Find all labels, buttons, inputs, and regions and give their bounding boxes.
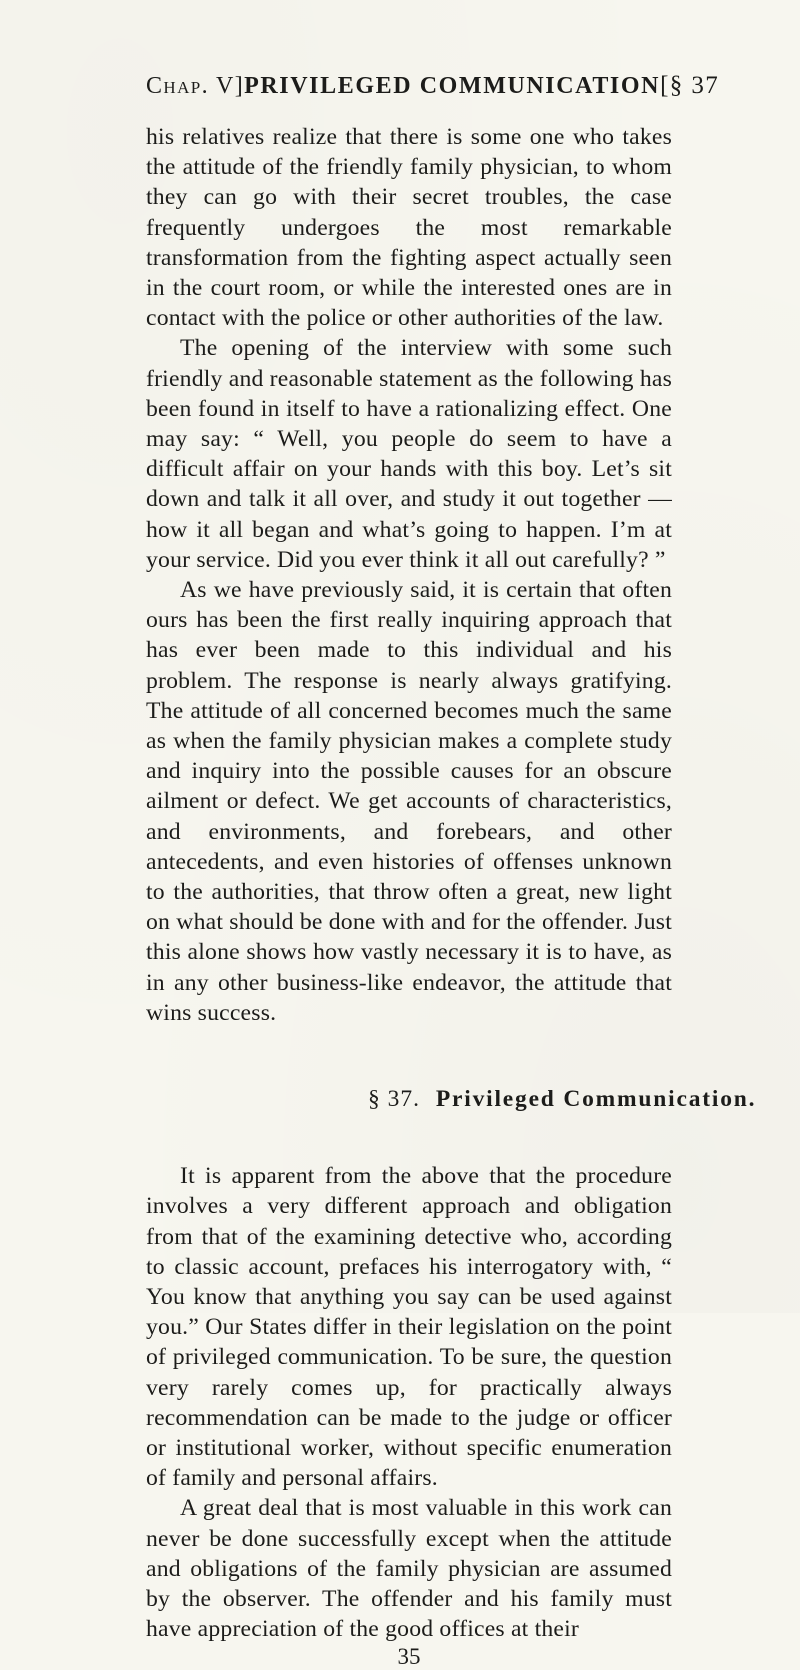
paragraph: It is apparent from the above that the procedure involves a very different approach and obligation from that of the examining detective who, according to classic account, prefaces his interrogatory with, “ You know that anything you say can be used against you.” Our States differ in their legislation on the point of privileged communication. To be sure, the question very rarely comes up, for practically always recommendation can be made to the judge or officer or institutional worker, without specific enumeration of family and personal affairs. (146, 1163, 672, 1492)
running-title: PRIVILEGED COMMUNICATION (244, 73, 661, 99)
running-head (146, 72, 720, 100)
body-text (146, 122, 757, 1644)
page-number: 35 (397, 1644, 421, 1670)
section-number: § 37. (368, 1086, 420, 1113)
paragraph: As we have previously said, it is certain that often ours has been the first really inquiring approach that has ever been made to this individual and his problem. The response is nearly always gratifying. The attitude of all concerned becomes much the same as when the family physician makes a complete study and inquiry into the possible causes for an obscure ailment or defect. We get accounts of characteristics, and environments, and forebears, and other antecedents, and even histories of offenses unknown to the authorities, that throw often a great, new light on what should be done with and for the offender. Just this alone shows how vastly necessary it is to have, as in any other business-like endeavor, the attitude that wins success. (146, 577, 672, 1026)
paragraph: his relatives realize that there is some one who takes the attitude of the friendly family physician, to whom they can go with their secret troubles, the case frequently undergoes the most remarkable transformation from the fighting aspect actually seen in the court room, or while the interested ones are in contact with the police or other authorities of the law. (146, 124, 672, 332)
section-title: Privileged Communication. (435, 1086, 757, 1113)
chapter-marker: Chap. V] (146, 73, 245, 99)
paragraph: The opening of the interview with some such friendly and reasonable statement as the following has been found in itself to have a rationalizing effect. One may say: “ Well, you people do seem to have a difficult affair on your hands with this boy. Let’s sit down and talk it all over, and study it out together — how it all began and what’s going to happen. I’m at your service. Did you ever think it all out carefully? ” (146, 335, 672, 573)
section-marker: [§ 37 (660, 72, 720, 99)
section-heading (368, 1086, 757, 1113)
paragraph: A great deal that is most valuable in this work can never be done successfully except when the attitude and obligations of the family physician are assumed by the observer. The offender and his family must have appreciation of the good offices at their (146, 1495, 672, 1643)
